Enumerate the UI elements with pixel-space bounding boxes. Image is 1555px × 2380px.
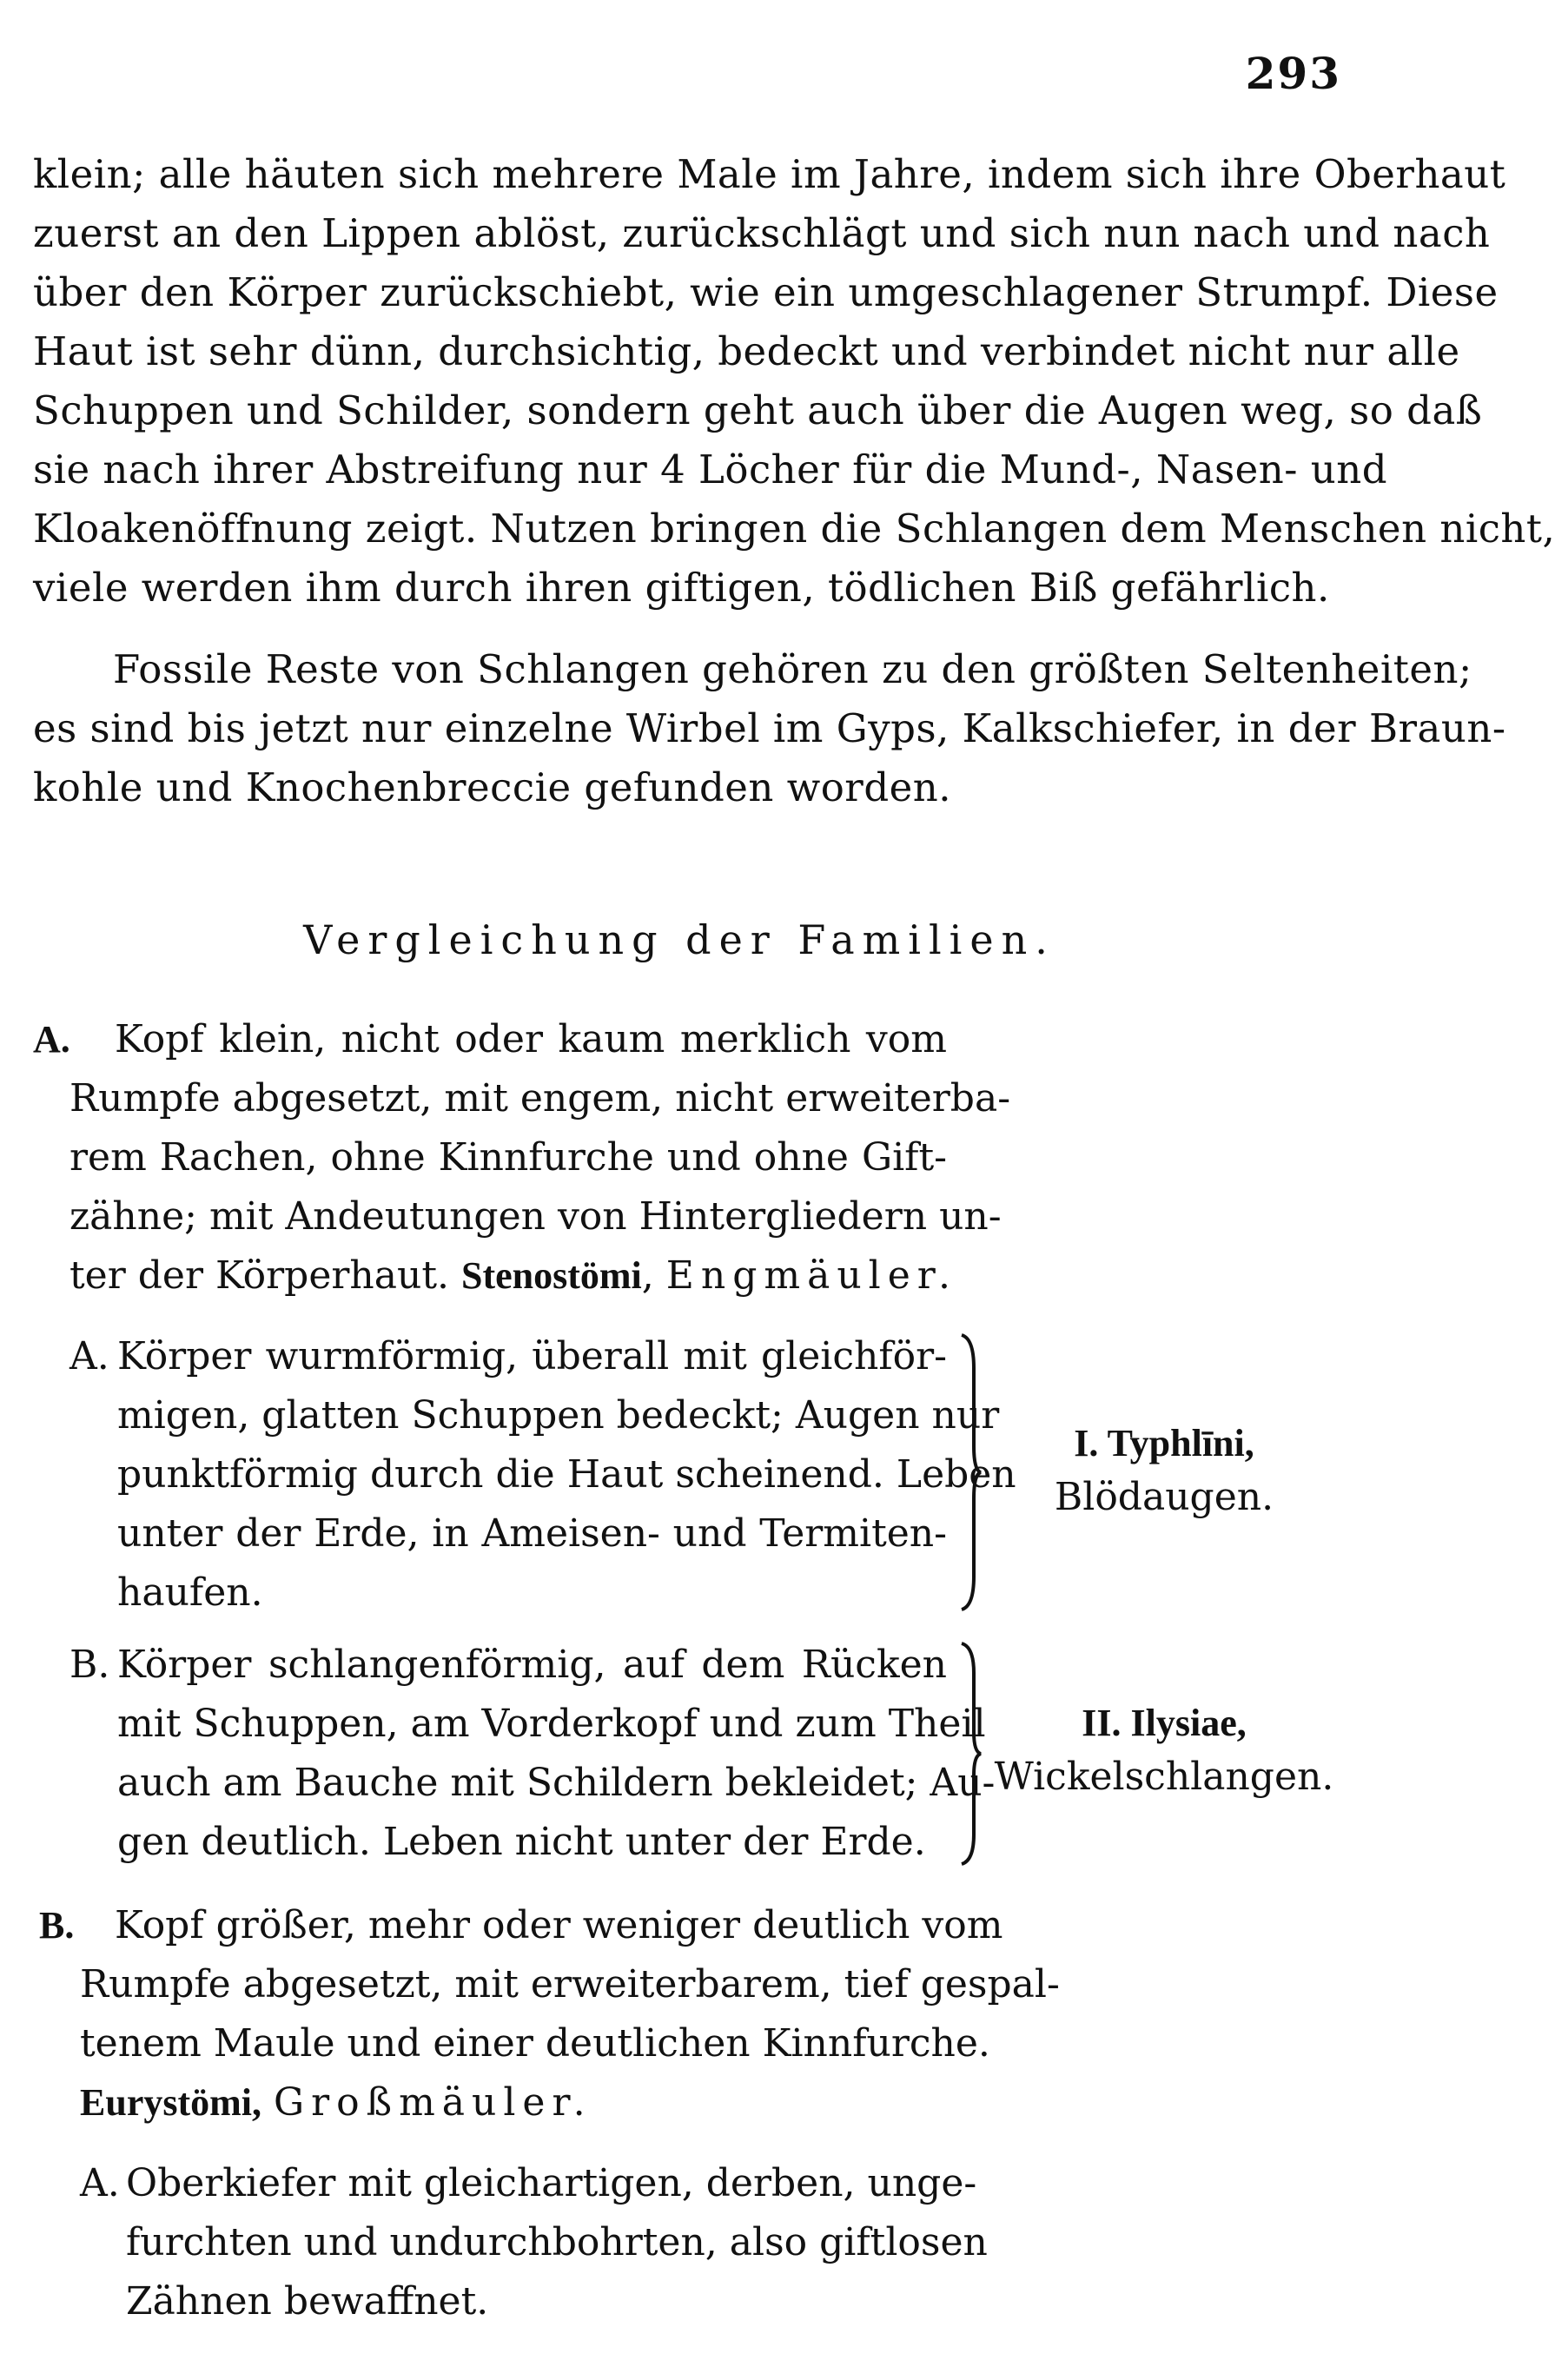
family-name-2 (990, 1704, 1338, 1742)
section-heading: Vergleichung der Familien. (303, 916, 1055, 963)
subsection-label: A. (80, 2161, 120, 2205)
latin-name: Eurystömi, (80, 2081, 261, 2124)
family-german-1: Blödaugen. (1054, 1475, 1274, 1519)
text-line: klein; alle häuten sich mehrere Male im Jahre, indem sich ihre Oberhaut (33, 151, 1506, 197)
latin-name: Stenostömi (460, 1254, 642, 1297)
section-a-label: A. (33, 1018, 70, 1061)
text-line: sie nach ihrer Abstreifung nur 4 Löcher für die Mund-, Nasen- und (33, 446, 1388, 493)
text-line: punktförmig durch die Haut scheinend. Leben (117, 1452, 1016, 1497)
text-line: tenem Maule und einer deutlichen Kinnfurche. (80, 2021, 990, 2066)
subsection-label: B. (69, 1643, 110, 1687)
text-line: Zähnen bewaffnet. (126, 2279, 489, 2324)
text-line: über den Körper zurückschiebt, wie ein umgeschlagener Strumpf. Diese (33, 269, 1499, 315)
text-line: haufen. (117, 1570, 263, 1615)
text-line: mit Schuppen, am Vorderkopf und zum Theil (117, 1702, 986, 1746)
text-line (80, 2080, 592, 2125)
text-line: migen, glatten Schuppen bedeckt; Augen nur (117, 1393, 1000, 1438)
family-name-1 (990, 1422, 1338, 1464)
text-line: kohle und Knochenbreccie gefunden worden. (33, 764, 952, 810)
text-line: ter der Körperhaut. Stenostömi, Engmäuler. (69, 1253, 957, 1298)
text-line: Fossile Reste von Schlangen gehören zu den größten Seltenheiten; (113, 646, 1472, 692)
text-line: zähne; mit Andeutungen von Hintergliedern un- (69, 1194, 1002, 1239)
text-line: Kopf klein, nicht oder kaum merklich vom (115, 1017, 947, 1061)
text-line: Körper wurmförmig, überall mit gleichför- (117, 1334, 947, 1378)
text-line: Kopf größer, mehr oder weniger deutlich vom (115, 1903, 1003, 1947)
page-number: 293 (1245, 48, 1341, 99)
text-line: rem Rachen, ohne Kinnfurche und ohne Gift- (69, 1135, 947, 1180)
text-line: Oberkiefer mit gleichartigen, derben, unge- (126, 2161, 977, 2205)
text-line: es sind bis jetzt nur einzelne Wirbel im Gyps, Kalkschiefer, in der Braun- (33, 705, 1506, 751)
subsection-label: A. (69, 1334, 109, 1378)
text-line: viele werden ihm durch ihren giftigen, tödlichen Biß gefährlich. (33, 565, 1330, 611)
text-line: auch am Bauche mit Schildern bekleidet; Au- (117, 1761, 996, 1805)
text-line: Schuppen und Schilder, sondern geht auch über die Augen weg, so daß (33, 387, 1483, 433)
brace-icon (960, 1642, 983, 1866)
section-b-label: B. (39, 1904, 75, 1947)
family-german-2: Wickelschlangen. (994, 1755, 1334, 1799)
text-line: unter der Erde, in Ameisen- und Termiten- (117, 1511, 947, 1556)
brace-icon (960, 1333, 983, 1611)
text-line: Haut ist sehr dünn, durchsichtig, bedeckt und verbindet nicht nur alle (33, 328, 1460, 374)
german-name: Großmäuler. (274, 2080, 592, 2125)
text-line: Kloakenöffnung zeigt. Nutzen bringen die Schlangen dem Menschen nicht, (33, 506, 1555, 552)
text-fragment: ter der Körperhaut. (69, 1253, 461, 1298)
text-line: Rumpfe abgesetzt, mit engem, nicht erweiterba- (69, 1076, 1011, 1121)
text-line: gen deutlich. Leben nicht unter der Erde. (117, 1820, 926, 1864)
text-line: furchten und undurchbohrten, also giftlosen (126, 2220, 988, 2264)
text-line: Rumpfe abgesetzt, mit erweiterbarem, tief gespal- (80, 1962, 1060, 2006)
family-latin: II. Ilysiae, (1082, 1702, 1247, 1744)
family-latin: I. Typhlīni, (1074, 1422, 1254, 1464)
text-line: zuerst an den Lippen ablöst, zurückschlägt und sich nun nach und nach (33, 210, 1491, 256)
german-name: Engmäuler. (665, 1253, 957, 1298)
text-line: Körper schlangenförmig, auf dem Rücken (117, 1643, 947, 1687)
